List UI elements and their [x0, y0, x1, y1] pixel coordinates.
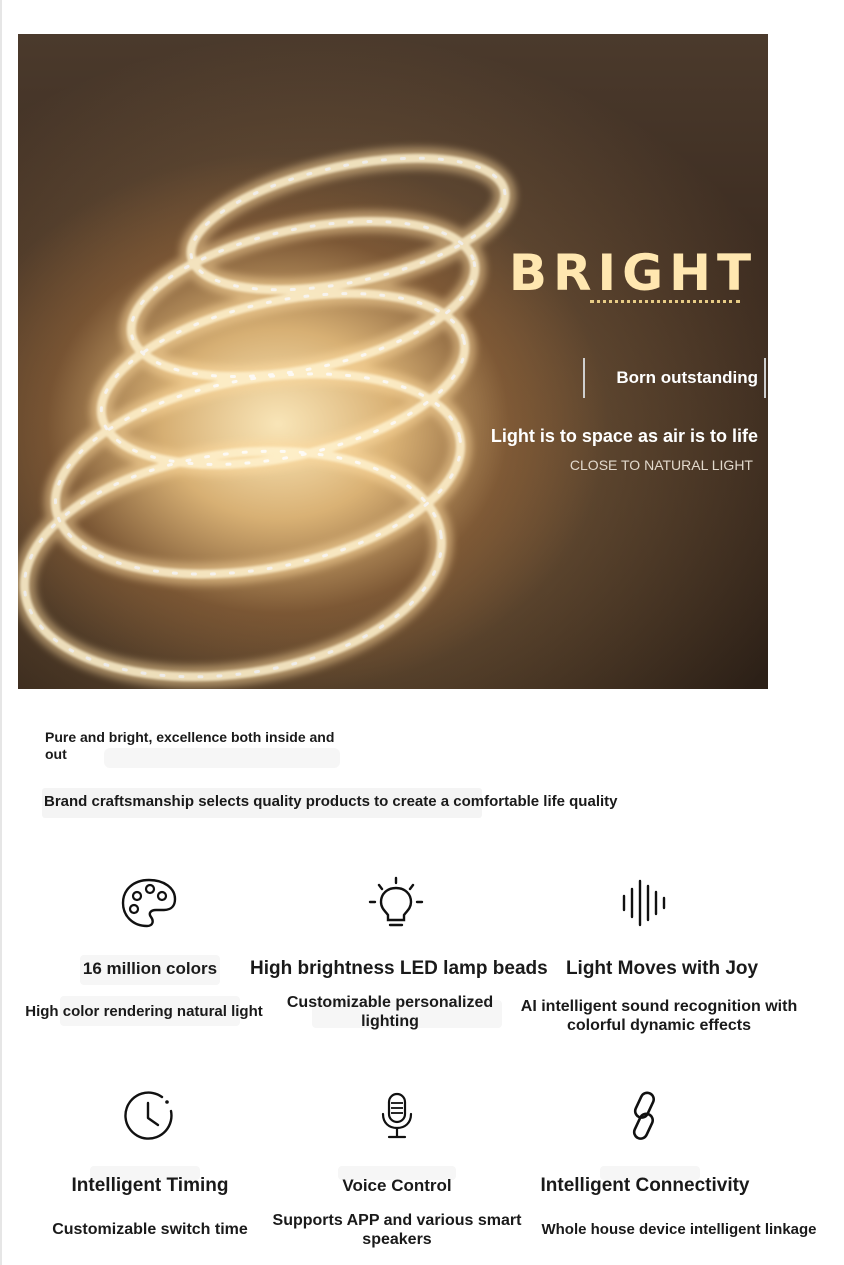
intro-title: Pure and bright, excellence both inside and out — [45, 729, 335, 762]
feature-description: Customizable personalized lighting — [286, 994, 494, 1030]
feature-title: Intelligent Connectivity — [540, 1175, 750, 1196]
clock-icon — [122, 1089, 176, 1143]
page-left-border — [0, 0, 2, 1265]
feature-title: High brightness LED lamp beads — [250, 958, 548, 979]
palette-icon — [120, 877, 178, 929]
hero-subtitle: CLOSE TO NATURAL LIGHT — [569, 457, 753, 473]
hero-tagline: Light is to space as air is to life — [490, 426, 758, 446]
intro-description: Brand craftsmanship selects quality products to create a comfortable life quality — [44, 793, 618, 810]
sound-wave-icon — [620, 878, 668, 928]
badge-left-divider — [583, 358, 585, 398]
feature-description: High color rendering natural light — [25, 1003, 263, 1020]
feature-title: 16 million colors — [82, 959, 218, 978]
hero-banner-image — [18, 34, 768, 689]
feature-title: Intelligent Timing — [71, 1175, 229, 1196]
led-strip-illustration — [18, 34, 768, 689]
hero-badge-text: Born outstanding — [616, 368, 758, 387]
feature-description: Supports APP and various smart speakers — [272, 1212, 522, 1248]
chain-link-icon — [624, 1090, 664, 1142]
feature-title: Voice Control — [342, 1176, 452, 1195]
headline-dotted-underline — [590, 300, 740, 303]
lightbulb-icon — [368, 876, 424, 932]
hero-headline: BRIGHT — [508, 244, 758, 302]
microphone-icon — [380, 1092, 414, 1140]
feature-description: Customizable switch time — [52, 1221, 248, 1238]
feature-description: Whole house device intelligent linkage — [541, 1221, 817, 1238]
feature-title: Light Moves with Joy — [565, 958, 759, 979]
badge-right-divider — [764, 358, 766, 398]
feature-description: AI intelligent sound recognition with colorful dynamic effects — [520, 998, 798, 1034]
